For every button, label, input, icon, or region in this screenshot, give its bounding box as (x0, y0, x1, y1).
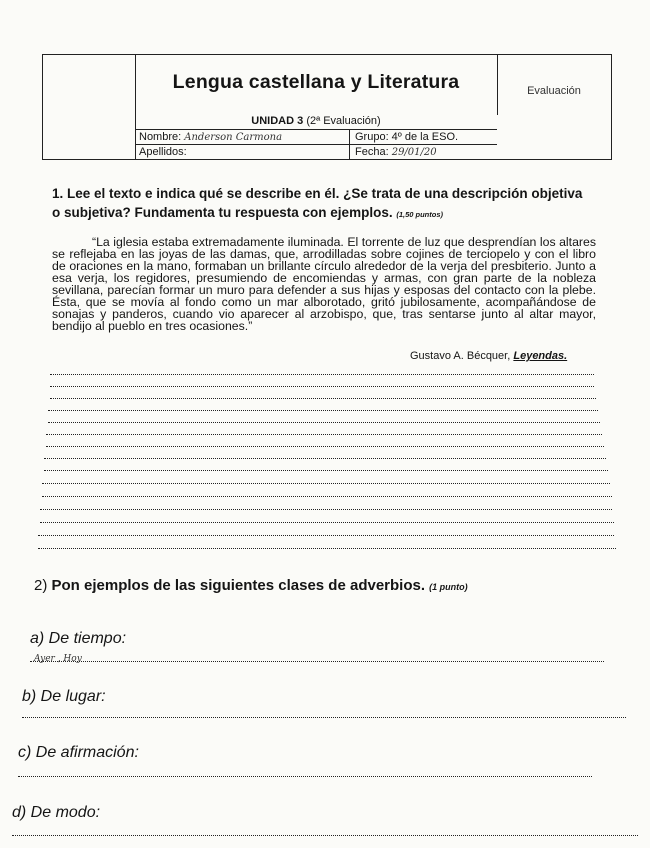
answer-line[interactable] (42, 483, 610, 484)
item-a-line[interactable] (30, 661, 604, 662)
answer-line[interactable] (50, 374, 594, 375)
answer-line[interactable] (50, 398, 596, 399)
item-d-line[interactable] (12, 835, 638, 836)
surname-row (135, 145, 497, 159)
quote-text: “La iglesia estaba extremadamente iluminada. El torrente de luz que desprendían los altares se reflejaba en las joyas de las damas, que, arrodilladas sobre cojines de terciopelo y con el libro de oraciones en la mano, formaban un brillante círculo alrededor de la verja del presbiterio. Junto a esa verja, los regidores, presumiendo de encomiendas y armas, con gran parte de la nobleza sevillana, parecían formar un muro para defender a sus hijas y esposas del contacto con la plebe. Ésta, que se movía al fondo como un mar alborotado, gritó jubilosamente, acompañándose de sonajas y panderos, cuando vio aparecer al arzobispo, que, tras sentarse junto al altar mayor, bendijo al pueblo en tres ocasiones.” (52, 235, 596, 333)
unit-detail: (2ª Evaluación) (306, 115, 381, 127)
answer-line[interactable] (42, 496, 612, 497)
item-c-line[interactable] (18, 776, 592, 777)
question-2-number: 2) (34, 577, 48, 594)
answer-line[interactable] (48, 410, 598, 411)
answer-line[interactable] (38, 535, 614, 536)
unit-row (135, 115, 497, 130)
name-value: Anderson Carmona (184, 132, 283, 143)
book-title: Leyendas. (513, 350, 568, 362)
answer-line[interactable] (48, 422, 600, 423)
item-b-line[interactable] (22, 717, 626, 718)
answer-line[interactable] (40, 509, 612, 510)
title-cell (135, 55, 498, 115)
date-label: Fecha: (355, 146, 389, 158)
question-1-points: (1,50 puntos) (396, 210, 444, 219)
item-d-label: d) De modo: (12, 804, 101, 821)
surname-label: Apellidos: (139, 146, 187, 158)
document-title: Lengua castellana y Literatura (172, 71, 460, 93)
unit-label: UNIDAD 3 (251, 115, 304, 127)
quote-attribution (410, 350, 567, 362)
answer-line[interactable] (46, 446, 604, 447)
header-table (42, 54, 612, 160)
group-label: Grupo: 4º de la ESO. (355, 131, 459, 143)
name-label: Nombre: (139, 131, 182, 143)
question-1 (52, 184, 592, 224)
answer-line[interactable] (40, 522, 614, 523)
item-a-answer: Ayer , Hoy (34, 654, 82, 664)
answer-line[interactable] (44, 458, 606, 459)
item-c-label: c) De afirmación: (18, 744, 139, 761)
item-b-label: b) De lugar: (22, 688, 106, 705)
answer-line[interactable] (44, 470, 608, 471)
item-a-label: a) De tiempo: (30, 630, 127, 647)
question-2-points: (1 punto) (429, 582, 468, 592)
evaluation-label: Evaluación (527, 85, 581, 97)
answer-line[interactable] (38, 548, 616, 549)
question-2-text: Pon ejemplos de las siguientes clases de adverbios. (51, 577, 425, 594)
answer-line[interactable] (46, 434, 602, 435)
author-name: Gustavo A. Bécquer, (410, 350, 511, 362)
question-1-text: 1. Lee el texto e indica qué se describe en él. ¿Se trata de una descripción objetiva o subjetiva? Fundamenta tu respuesta con ejemplos. (52, 186, 583, 220)
name-row (135, 130, 497, 145)
logo-cell (43, 55, 136, 159)
question-2 (34, 577, 468, 594)
answer-line[interactable] (50, 386, 594, 387)
date-value: 29/01/20 (391, 147, 437, 158)
evaluation-cell (497, 55, 611, 159)
